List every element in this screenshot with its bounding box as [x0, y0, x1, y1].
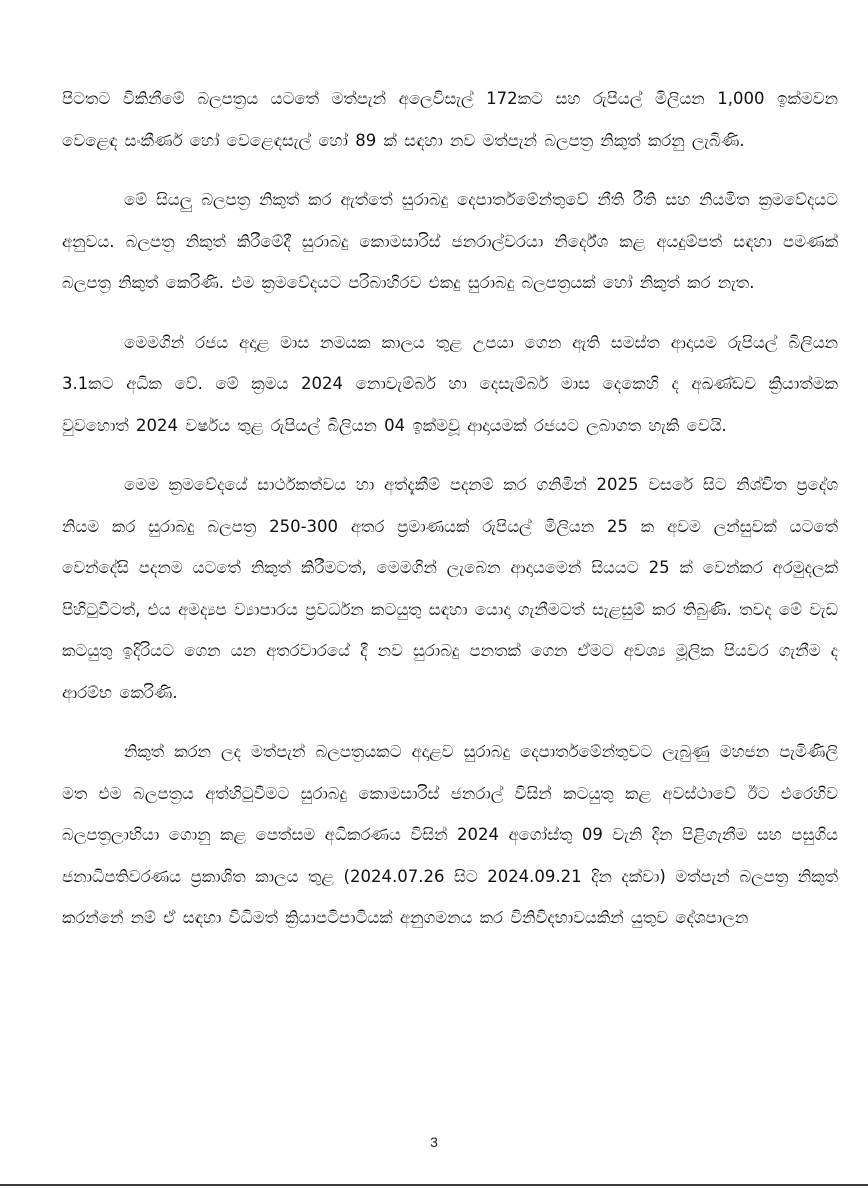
document-body — [62, 78, 838, 957]
paragraph-license-procedure: මේ සියලු බලපත්‍ර නිකුත් කර ඇත්තේ සුරාබදු දෙපාර්තමේන්තුවේ නීති රීති සහ නියමිත ක්‍රමවේදයට අනුවය. බලපත්‍ර නිකුත් කිරීමේදී සුරාබදු කොමසාරිස් ජනරාල්වරයා නිර්දේශ කළ අයදුම්පත් සඳහා පමණක් බලපත්‍ර නිකුත් කෙරිණි. එම ක්‍රමවේදයට පරිබාහිරව එකදු සුරාබදු බලපත්‍රයක් හෝ නිකුත් කර නැත. — [62, 190, 838, 292]
paragraph-public-complaints: නිකුත් කරන ලද මත්පැන් බලපත්‍රයකට අදාළව සුරාබදු දෙපාර්තමේන්තුවට ලැබුණු මහජන පැමිණිලි මත එම බලපත්‍රය අත්හිටුවීමට සුරාබදු කොමසාරිස් ජනරාල් විසින් කටයුතු කළ අවස්ථාවේ ඊට එරෙහිව බලපත්‍රලාභියා ගොනු කළ පෙත්සම අධිකරණය විසින් 2024 අගෝස්තු 09 වැනි දින පිළිගැනීම සහ පසුගිය ජනාධිපතිවරණය ප්‍රකාශිත කාලය තුළ (2024.07.26 සිට 2024.09.21 දින දක්වා) මත්පැන් බලපත්‍ර නිකුත් කරන්නේ නම් ඒ සඳහා විධිමත් ක්‍රියාපටිපාටියක් අනුගමනය කර විනිවිදභාවයකින් යුතුව දේශපාලන — [62, 742, 838, 927]
paragraph-2025-plan: මෙම ක්‍රමවේදයේ සාර්ථකත්වය හා අත්දැකීම් පදනම් කර ගනිමින් 2025 වසරේ සිට නිශ්චිත ප්‍රදේශ නියම කර සුරාබදු බලපත්‍ර 250-300 අතර ප්‍රමාණයක් රුපියල් මිලියන 25 ක අවම ලන්සුවක් යටතේ වෙන්දේසි පදනම යටතේ නිකුත් කිරීමටත්, මෙමගින් ලැබෙන ආදායමෙන් සියයට 25 ක් වෙන්කර අරමුදලක් පිහිටුවීටත්, එය අමද්‍යප ව්‍යාපාරය ප්‍රවර්ධන කටයුතු සඳහා යොදා ගැනීමටත් සැළසුම් කර තිබුණි. තවද මේ වැඩ කටයුතු ඉදිරියට ගෙන යන අතරවාරයේ දී නව සුරාබදු පනතක් ගෙන ඒමට අවශ්‍ය මූලික පියවර ගැනීම ද ආරම්භ කෙරිණි. — [62, 475, 838, 702]
paragraph-liquor-outlets: පිටතට විකිනීමේ බලපත්‍රය යටතේ මත්පැන් අලෙවිසැල් 172කට සහ රුපියල් මිලියන 1,000 ඉක්මවන වෙළෙඳ සංකීර්ණ හෝ වෙළෙඳසැල් හෝ 89 ක් සඳහා නව මත්පැන් බලපත්‍ර නිකුත් කරනු ලැබිණි. — [62, 89, 838, 150]
page-bottom-rule — [0, 1184, 868, 1186]
page-number: 3 — [430, 1134, 438, 1150]
paragraph-revenue: මෙමගින් රජය අදාළ මාස නමයක කාලය තුළ උපයා ගෙන ඇති සමස්ත ආදායම රුපියල් බිලියන 3.1කට අධික වේ. මේ ක්‍රමය 2024 නොවැම්බර් හා දෙසැම්බර් මාස දෙකෙහි ද අඛණ්ඩව ක්‍රියාත්මක වුවහොත් 2024 වර්ෂය තුළ රුපියල් බිලියන 04 ඉක්මවූ ආදායමක් රජයට ලබාගත හැකි වෙයි. — [62, 332, 838, 435]
